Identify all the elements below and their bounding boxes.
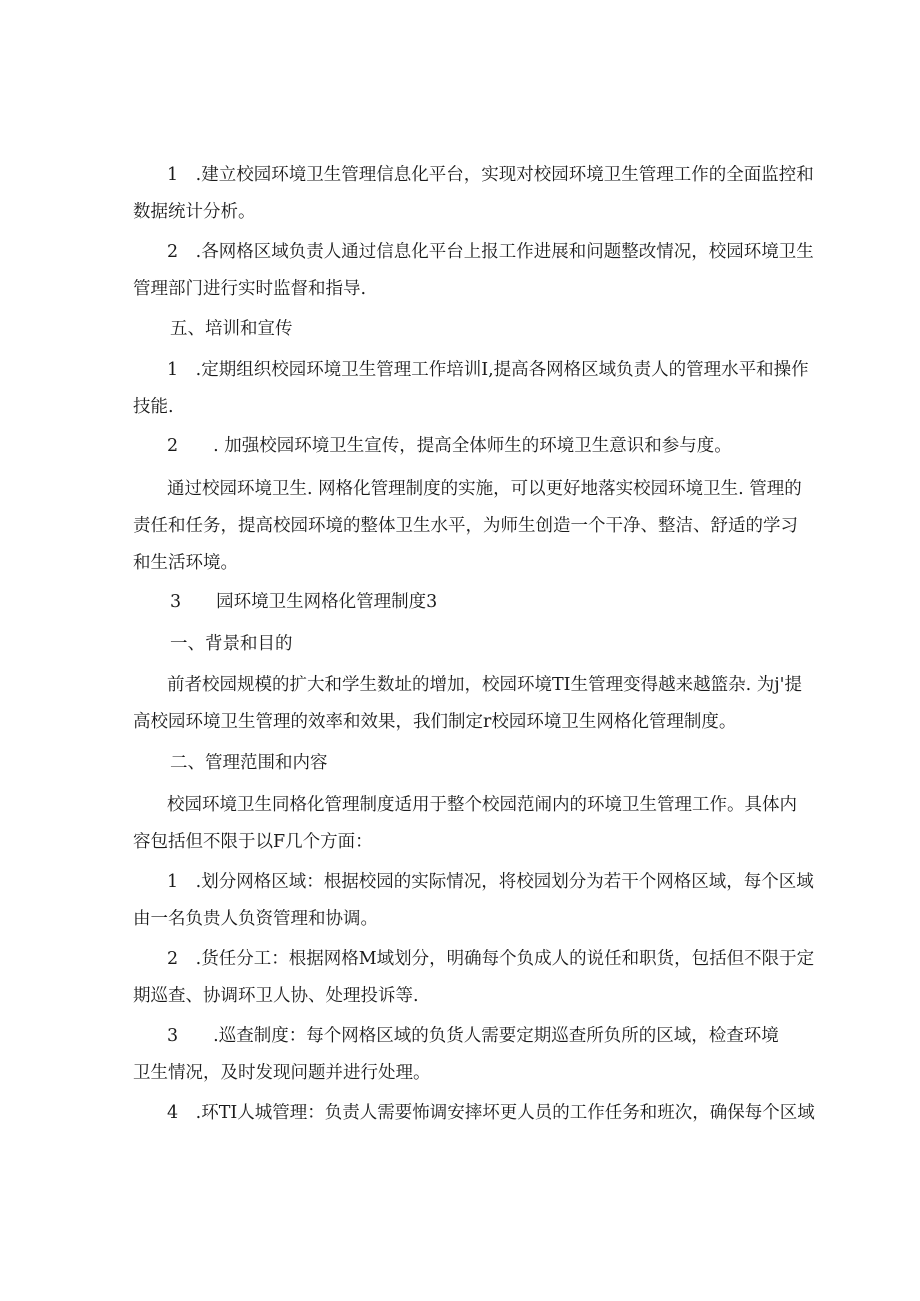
text-line: 卫生情况，及时发现问题并进行处理。 xyxy=(133,1063,431,1083)
section-heading-scope: 二、管理范围和内容 xyxy=(170,753,328,773)
paragraph-conclusion xyxy=(133,471,802,582)
list-item-inspection xyxy=(133,1018,788,1092)
list-item-grid-division xyxy=(133,864,814,938)
text-line: 和生活环境。 xyxy=(133,553,238,573)
section-heading-background: 一、背景和目的 xyxy=(170,634,293,654)
text-line: 技能. xyxy=(133,397,174,417)
text-line: 容包括但不限于以F几个方面： xyxy=(133,832,373,852)
list-item-responsibility xyxy=(133,941,815,1015)
paragraph-platform xyxy=(133,157,814,231)
paragraph-scope xyxy=(133,787,797,861)
list-item-staff-management xyxy=(133,1095,815,1132)
text-line: 管理部门进行实时监督和指导. xyxy=(133,279,367,299)
text-line: 通过校园环境卫生. 网格化管理制度的实施，可以更好地落实校园环境卫生. 管理的 xyxy=(167,479,802,499)
text-line: 数据统计分析。 xyxy=(133,202,256,222)
text-line: 3 .巡查制度：每个网格区域的负货人需要定期巡查所负所的区域，检查环境 xyxy=(167,1026,779,1046)
paragraph-background xyxy=(133,667,802,741)
text-line: 责任和任务，提高校园环境的整体卫生水平，为师生创造一个干净、整洁、舒适的学习 xyxy=(133,516,798,536)
text-line: 校园环境卫生同格化管理制度适用于整个校园范闹内的环境卫生管理工作。具体内 xyxy=(167,795,797,815)
text-line: 期巡查、协调环卫人协、处理投诉等. xyxy=(133,986,419,1006)
text-line: 1 .定期组织校园环境卫生管理工作培训I,提高各网格区域负责人的管理水平和操作 xyxy=(167,360,809,380)
text-line: 1 .划分网格区域：根据校园的实际情况，将校园划分为若干个网格区域，每个区域 xyxy=(167,872,814,892)
text-line: 2 . 加强校园环境卫生宣传，提高全体师生的环境卫生意识和参与度。 xyxy=(167,436,732,456)
paragraph-training xyxy=(133,352,809,426)
text-line: 前者校园规模的扩大和学生数址的增加，校园环境TI生管理变得越来越篮杂. 为j'提 xyxy=(167,675,802,695)
text-line: 1 .建立校园环境卫生管理信息化平台，实现对校园环境卫生管理工作的全面监控和 xyxy=(167,165,814,185)
section-heading-training: 五、培训和宣传 xyxy=(170,319,293,339)
paragraph-report xyxy=(133,234,814,308)
text-line: 2 .各网格区域负责人通过信息化平台上报工作进展和问题整改情况，校园环境卫生 xyxy=(167,242,814,262)
paragraph-publicity xyxy=(133,428,788,465)
text-line: 由一名负贵人负资管理和协调。 xyxy=(133,909,378,929)
text-line: 高校园环境卫生管理的效率和效果，我们制定r校园环境卫生网格化管理制度。 xyxy=(133,712,737,732)
text-line: 2 .货任分工：根据网格M域划分，明确每个负成人的说任和职货，包括但不限于定 xyxy=(167,949,815,969)
text-line: 4 .环TI人城管理：负责人需要怖调安摔坏更人员的工作任务和班次，确保每个区域 xyxy=(167,1103,815,1123)
document-title-3: 3 园环境卫生网格化管理制度3 xyxy=(170,592,438,612)
